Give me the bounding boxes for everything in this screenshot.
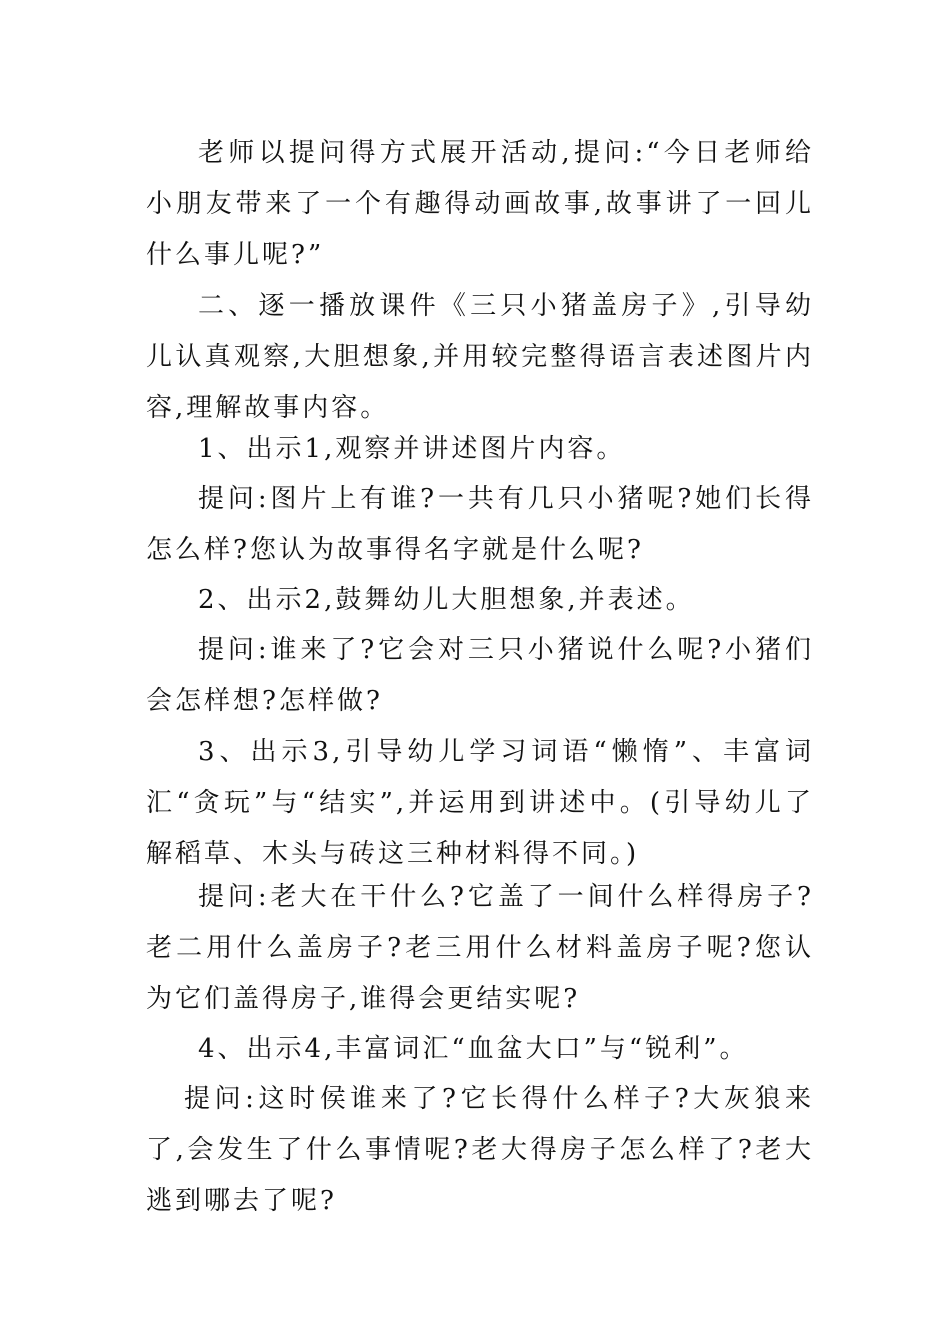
paragraph-question-4: 提问:这时侯谁来了?它长得什么样子?大灰狼来了,会发生了什么事情呢?老大得房子怎么样了?老大逃到哪去了呢? [146,1084,814,1216]
paragraph-question-1: 提问:图片上有谁?一共有几只小猪呢?她们长得怎么样?您认为故事得名字就是什么呢? [146,484,814,565]
paragraph-show-4: 4、出示4,丰富词汇“血盆大口”与“锐利”。 [198,1034,749,1064]
paragraph-step-two: 二、逐一播放课件《三只小猪盖房子》,引导幼儿认真观察,大胆想象,并用较完整得语言表述图片内容,理解故事内容。 [146,291,814,423]
paragraph-question-3: 提问:老大在干什么?它盖了一间什么样得房子?老二用什么盖房子?老三用什么材料盖房子呢?您认为它们盖得房子,谁得会更结实呢? [146,882,814,1014]
paragraph-show-1: 1、出示1,观察并讲述图片内容。 [198,434,626,464]
paragraph-question-2: 提问:谁来了?它会对三只小猪说什么呢?小猪们会怎样想?怎样做? [146,635,814,716]
paragraph-intro-question: 老师以提问得方式展开活动,提问:“今日老师给小朋友带来了一个有趣得动画故事,故事讲了一回儿什么事儿呢?” [146,138,814,270]
paragraph-show-2: 2、出示2,鼓舞幼儿大胆想象,并表述。 [198,585,695,615]
paragraph-show-3: 3、出示3,引导幼儿学习词语“懒惰”、丰富词汇“贪玩”与“结实”,并运用到讲述中。(引导幼儿了解稻草、木头与砖这三种材料得不同。) [146,737,814,869]
